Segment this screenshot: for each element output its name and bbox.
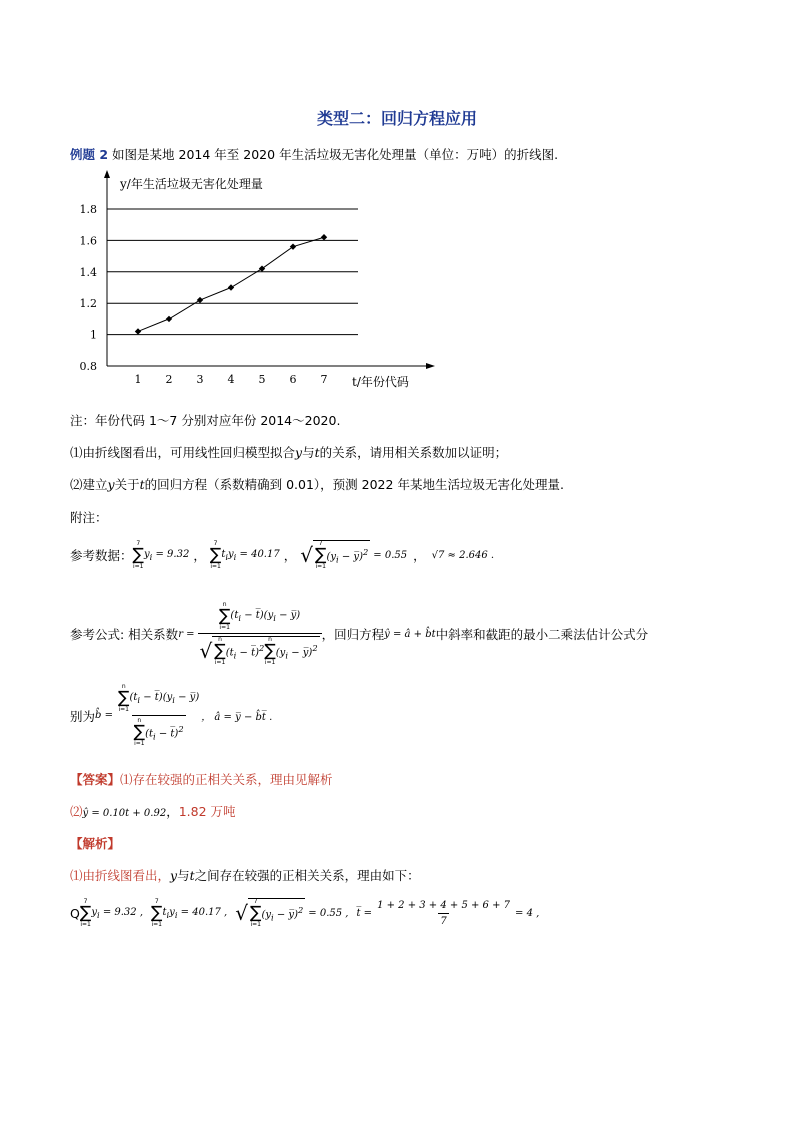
x-tick-label: 6: [289, 373, 297, 386]
var-t: t: [189, 868, 195, 883]
x-tick-label: 3: [196, 373, 204, 386]
data-point: [166, 316, 172, 322]
x-tick-label: 2: [165, 373, 173, 386]
y-axis-label: y/年生活垃圾无害化处理量: [120, 177, 263, 191]
ref-formula-tail: 中斜率和截距的最小二乘法估计公式分: [435, 627, 649, 642]
y-tick-label: 1.2: [79, 297, 97, 311]
sum-symbol: 7 ∑ i=1: [209, 539, 222, 570]
y-tick-label: 1.6: [79, 234, 97, 248]
analysis-sum-y: $y_i = 9.32$ ,: [91, 906, 143, 920]
ref-formula-label: 参考公式: 相关系数: [70, 627, 179, 642]
sum-symbol: 7 ∑ i=1: [151, 897, 163, 928]
sqrt-radicand: 7 ∑ i=1 ($y_i$ − y̅)$^2$: [249, 898, 304, 928]
analysis-sum-ty: $t_iy_i = 40.17$ ,: [162, 906, 228, 920]
example-line: [70, 145, 558, 163]
x-tick-label: 7: [320, 373, 328, 386]
q1-text-c: 的关系，请用相关系数加以证明；: [319, 445, 508, 460]
ref-formula-mid: ，回归方程: [321, 627, 385, 642]
analysis-sqrt-value: = 0.55 ,: [308, 907, 349, 919]
answer-line-2: [70, 802, 236, 820]
t-bar-denominator: 7: [438, 913, 448, 927]
note: 注：年份代码 1～7 分别对应年份 2014～2020.: [70, 413, 341, 428]
var-y: y: [170, 868, 178, 883]
because-symbol: Q: [70, 905, 80, 921]
appendix-label: 附注：: [70, 510, 108, 525]
t-bar-numerator: 1 + 2 + 3 + 4 + 5 + 6 + 7: [377, 899, 511, 911]
answer-equation: ŷ = 0.10t + 0.92: [82, 808, 167, 819]
data-point: [321, 234, 327, 240]
ref-sqrt-value: = 0.55: [373, 549, 408, 561]
y-tick-label: 1.8: [79, 203, 97, 216]
var-t: t: [314, 445, 320, 460]
x-axis-arrow: [426, 363, 435, 369]
q2-text-a: ⑵建立: [70, 477, 108, 492]
analysis-text-c: 之间存在较强的正相关关系，理由如下：: [194, 868, 420, 883]
sum-symbol: 7 ∑ i=1: [132, 539, 144, 570]
q1-text-a: ⑴由折线图看出，可用线性回归模型拟合: [70, 445, 296, 460]
ref-formula-line2-label: 别为: [70, 708, 96, 724]
ref-sum-ty: $t_iy_i = 40.17$: [221, 548, 280, 562]
t-bar-fraction: [375, 900, 512, 927]
q1-text-b: 与: [302, 445, 315, 460]
y-axis-arrow: [104, 170, 110, 178]
data-point: [197, 297, 203, 303]
r-symbol: r =: [178, 628, 195, 640]
ref-sqrt7: √7 ≈ 2.646 .: [431, 549, 495, 561]
var-y: y: [107, 477, 115, 492]
b-hat-fraction: n ∑ i=1 ($t_i$ − $t̅)(y_i$ − y̅) n ∑ i=1 ($t_i$ − t̅)$^2$: [117, 683, 200, 747]
line-chart: [60, 166, 460, 396]
q2-text-c: 的回归方程（系数精确到 0.01），预测 2022 年某地生活垃圾无害化处理量.: [144, 477, 564, 492]
answer-prefix-2: ⑵: [70, 804, 83, 819]
y-tick-label: 0.8: [79, 360, 97, 373]
q2-text-b: 关于: [114, 477, 140, 492]
data-point: [259, 265, 265, 271]
example-label: 例题 2: [70, 147, 109, 162]
y-tick-label: 1.4: [79, 265, 97, 279]
sum-symbol: 7 ∑ i=1: [79, 897, 92, 928]
answer-text-1: ⑴存在较强的正相关关系，理由见解析: [120, 772, 333, 787]
analysis-line-1: [70, 866, 420, 884]
data-point: [135, 328, 141, 334]
analysis-text-b: 与: [177, 868, 190, 883]
t-bar-result: = 4 ,: [515, 907, 540, 919]
regression-equation: ŷ = â + b̂t: [384, 628, 436, 640]
answer-label: 【答案】: [70, 772, 121, 787]
a-hat-formula: ， â = y̅ − b̂t̅ .: [201, 712, 273, 723]
sqrt-radicand: 7 ∑ i=1 ($y_i$ − y̅)$^2$: [314, 540, 369, 570]
ref-data-label: 参考数据：: [70, 548, 133, 563]
question-1: [70, 443, 507, 461]
correlation-fraction: n ∑ i=1 ($t_i$ − $t̅)(y_i$ − y̅) √ n ∑ i=1 ($t_i$ − t̅)$^2$ n ∑ i=1 ($y_i$ − y̅)$^2$: [198, 602, 322, 666]
data-point: [290, 243, 296, 249]
question-2: [70, 475, 564, 493]
reference-formula: [70, 602, 648, 666]
ref-sum-y: $y_i = 9.32$: [143, 548, 190, 562]
var-t: t: [139, 477, 145, 492]
x-tick-label: 4: [227, 373, 235, 386]
x-axis-label: t/年份代码: [352, 375, 409, 389]
b-hat-symbol: b̂ =: [95, 710, 113, 721]
x-tick-label: 1: [134, 373, 142, 386]
ref-formula-line2: [70, 684, 272, 747]
y-tick-label: 1: [90, 328, 97, 342]
answer-line-1: [70, 770, 333, 788]
answer-separator: ，: [166, 804, 179, 819]
var-y: y: [295, 445, 303, 460]
analysis-text-a: ⑴由折线图看出，: [70, 868, 171, 883]
answer-value: 1.82 万吨: [178, 804, 236, 819]
t-bar-symbol: t̅ =: [356, 907, 373, 919]
example-text: 如图是某地 2014 年至 2020 年生活垃圾无害化处理量（单位：万吨）的折线图.: [112, 147, 559, 162]
reference-data: 参考数据： 7 ∑ i=1 $y_i = 9.32$ ， 7 ∑ i=1 $t_iy_i = 40.17$ ， √ 7 ∑ i=1 ($y_i$ − y̅)$^2$ = 0.55 ， √7 ≈ 2.646 .: [70, 539, 495, 570]
analysis-line-2: Q 7 ∑ i=1 $y_i = 9.32$ , 7 ∑ i=1 $t_iy_i = 40.17$ , √ 7 ∑ i=1 ($y_i$ − y̅)$^2$ = 0.55 , t̅ = $\frac{1 + 2 + 3 + 4 + 5 + 6 + 7}{7}$ = 4 ,: [70, 897, 540, 928]
analysis-label: 【解析】: [70, 836, 121, 851]
section-title: 类型二：回归方程应用: [316, 109, 477, 128]
x-tick-label: 5: [258, 373, 266, 386]
data-point: [228, 284, 234, 290]
